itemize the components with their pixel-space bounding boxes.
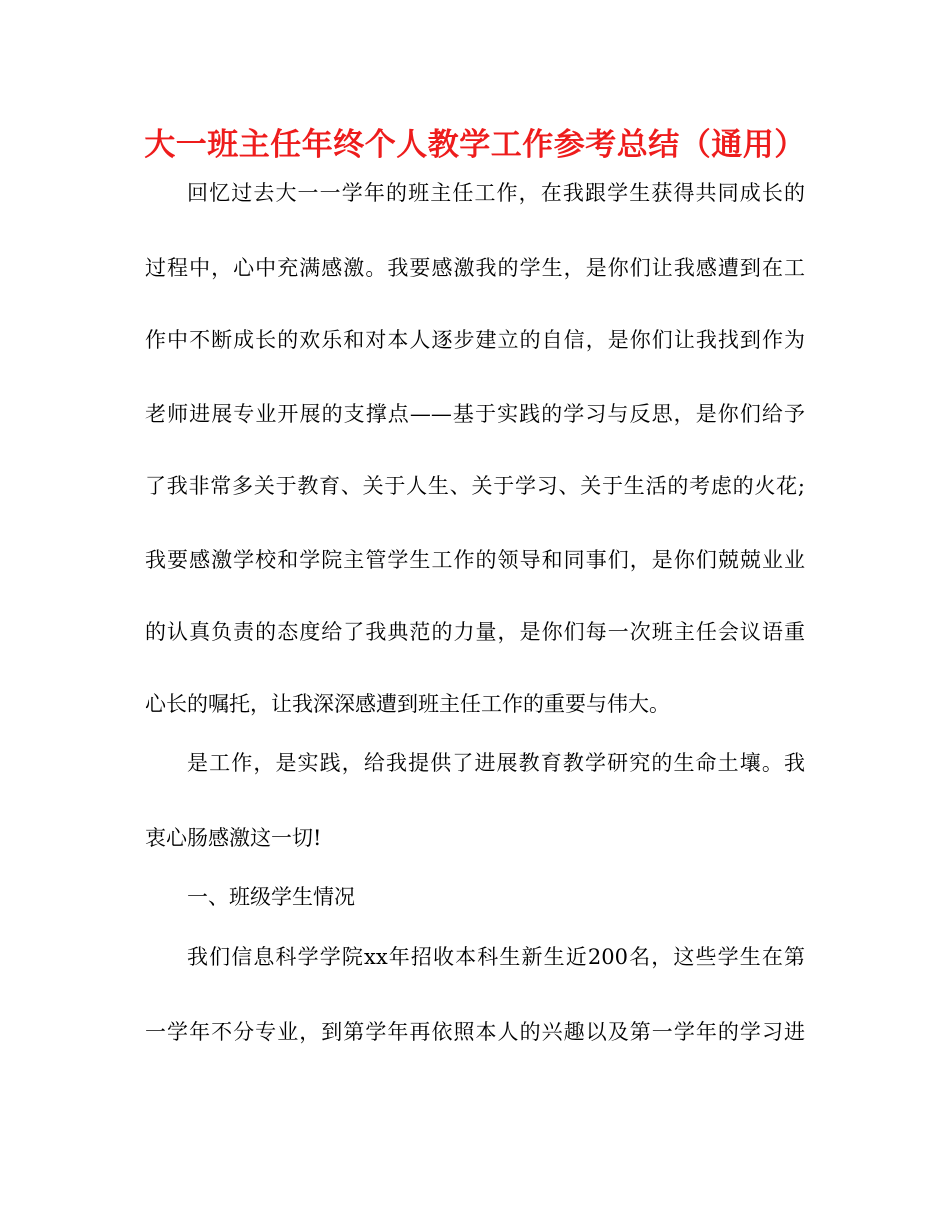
- paragraph-line: 老师进展专业开展的支撑点——基于实践的学习与反思，是你们给予: [145, 402, 805, 426]
- paragraph-line: 一学年不分专业，到第学年再依照本人的兴趣以及第一学年的学习进: [145, 1020, 805, 1044]
- paragraph-line: 回忆过去大一一学年的班主任工作，在我跟学生获得共同成长的: [187, 181, 805, 205]
- paragraph-line: 的认真负责的态度给了我典范的力量，是你们每一次班主任会议语重: [145, 620, 805, 644]
- section-heading: 一、班级学生情况: [187, 885, 355, 909]
- document-title: 大一班主任年终个人教学工作参考总结（通用）: [144, 127, 806, 163]
- paragraph-line: 衷心肠感激这一切!: [145, 826, 322, 850]
- paragraph-line: 我要感激学校和学院主管学生工作的领导和同事们，是你们兢兢业业: [145, 548, 805, 572]
- paragraph-line: 了我非常多关于教育、关于人生、关于学习、关于生活的考虑的火花;: [145, 474, 805, 498]
- paragraph-line: 心长的嘱托，让我深深感遭到班主任工作的重要与伟大。: [145, 692, 670, 716]
- paragraph-line: 作中不断成长的欢乐和对本人逐步建立的自信，是你们让我找到作为: [145, 328, 805, 352]
- paragraph-line: 过程中，心中充满感激。我要感激我的学生，是你们让我感遭到在工: [145, 256, 805, 280]
- paragraph-line: 是工作，是实践，给我提供了进展教育教学研究的生命土壤。我: [187, 751, 805, 775]
- paragraph-line: 我们信息科学学院xx年招收本科生新生近200名，这些学生在第: [187, 945, 805, 969]
